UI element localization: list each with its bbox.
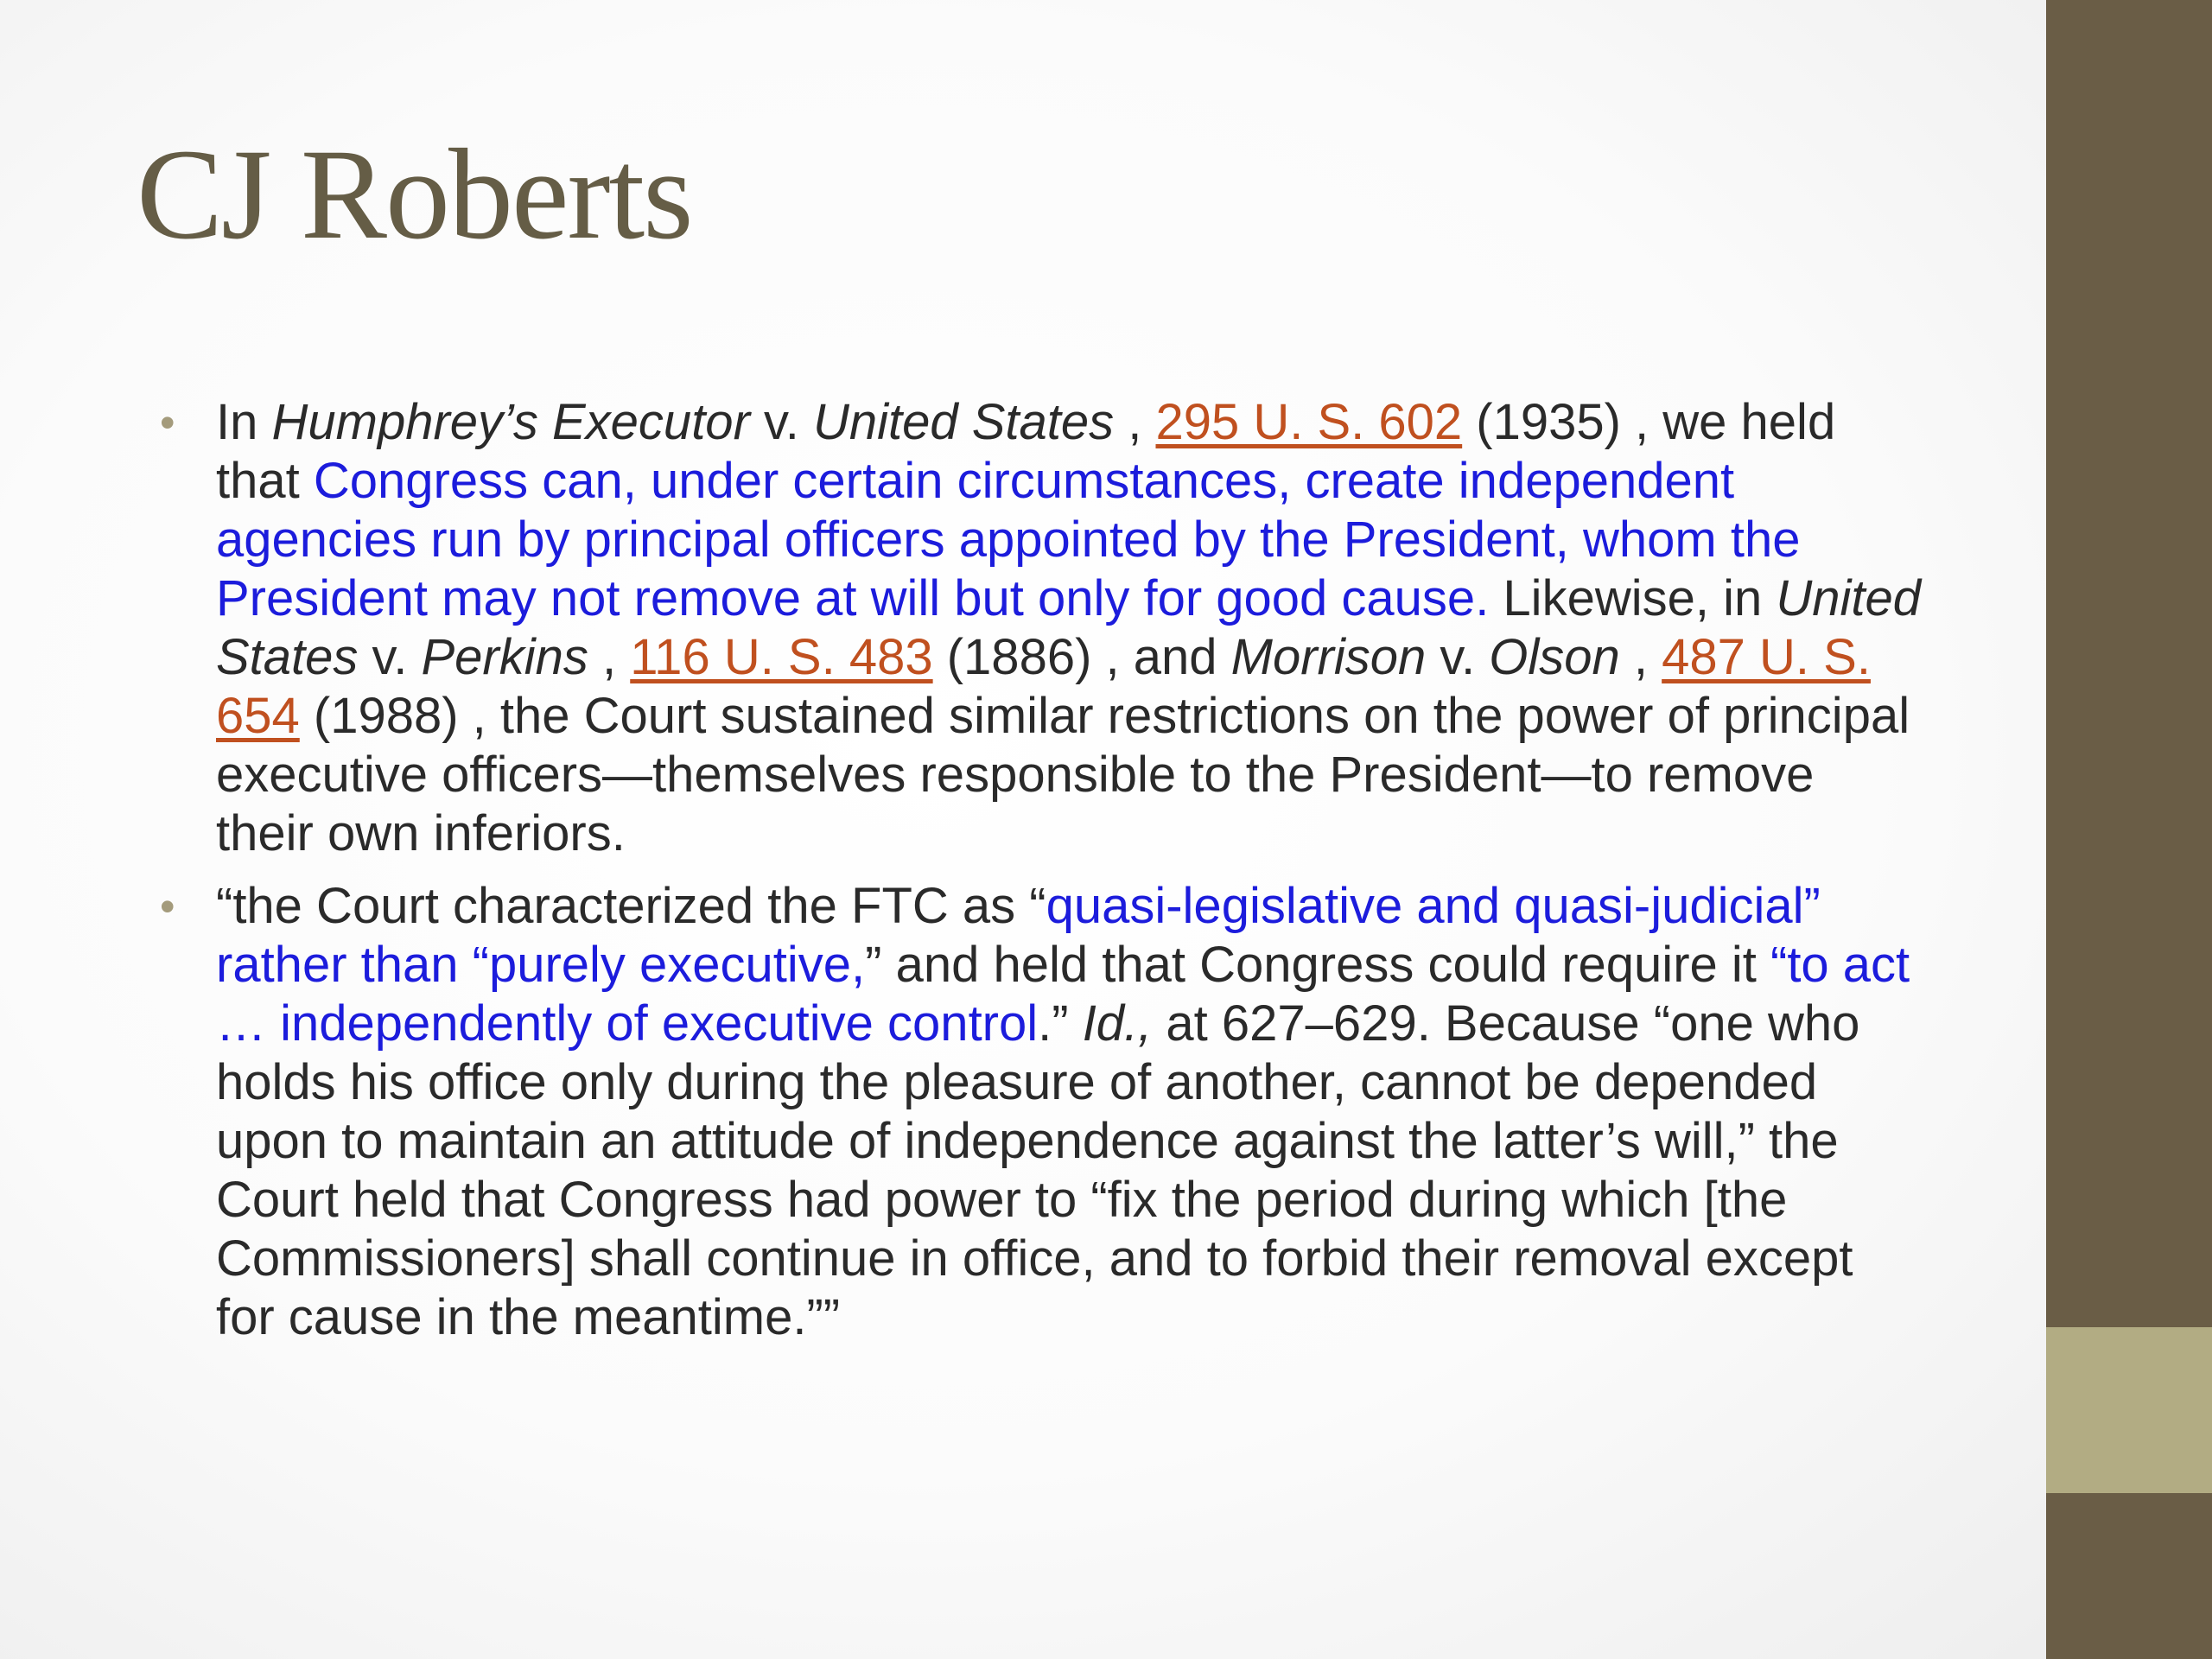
bullet-ftc-characterization	[160, 877, 1923, 1347]
decorative-sidebar-accent	[2046, 1327, 2212, 1493]
citation-link-487-us-654[interactable]: 487 U. S. 654	[216, 629, 1871, 744]
text: .”	[1038, 995, 1083, 1052]
case-name: United States	[812, 394, 1115, 450]
case-name: Perkins	[421, 629, 588, 685]
case-name: Morrison	[1230, 629, 1427, 685]
text: ” and held that Congress could require it	[865, 937, 1770, 993]
case-name: Humphrey’s Executor	[271, 394, 750, 450]
bullet-list	[160, 393, 1923, 1361]
text: v.	[358, 629, 422, 685]
highlighted-text: Congress can, under certain circumstances, create independent agencies run by principal officers appointed by the President, whom the President may not remove at will but only for good cause.	[216, 453, 1801, 626]
text: (1886) , and	[932, 629, 1231, 685]
highlighted-text: “to act … independently of executive control	[216, 937, 1910, 1052]
citation-link-295-us-602[interactable]: 295 U. S. 602	[1155, 394, 1463, 450]
case-name: United States	[216, 570, 1921, 685]
text: v.	[749, 394, 813, 450]
text: v.	[1426, 629, 1490, 685]
text: at 627–629. Because “one who holds his office only during the pleasure of another, cannot be depended upon to maintain an attitude of independence against the latter’s will,” the Court held that Congress had power to “fix the period during which [the Commissioners] shall continue in office, and to forbid their removal except for cause in the meantime.””	[216, 995, 1860, 1345]
text: ,	[1114, 394, 1156, 450]
text: (1935) , we held that	[216, 394, 1836, 509]
slide-title: CJ Roberts	[137, 123, 692, 266]
text: (1988) , the Court sustained similar restrictions on the power of principal executive officers—themselves responsible to the President—to remove their own inferiors.	[216, 688, 1910, 861]
case-name: Olson	[1489, 629, 1620, 685]
text: In	[216, 394, 272, 450]
bullet-marker: •	[160, 398, 175, 447]
text: ,	[1619, 629, 1662, 685]
bullet-marker: •	[160, 882, 175, 931]
highlighted-text: quasi-legislative and quasi-judicial” rather than “purely executive,	[216, 878, 1821, 993]
text: ,	[588, 629, 631, 685]
citation-id: Id.,	[1082, 995, 1153, 1052]
text: Likewise, in	[1489, 570, 1777, 626]
bullet-humphreys-executor	[160, 393, 1923, 863]
text: “the Court characterized the FTC as “	[216, 878, 1046, 934]
citation-link-116-us-483[interactable]: 116 U. S. 483	[630, 629, 933, 685]
